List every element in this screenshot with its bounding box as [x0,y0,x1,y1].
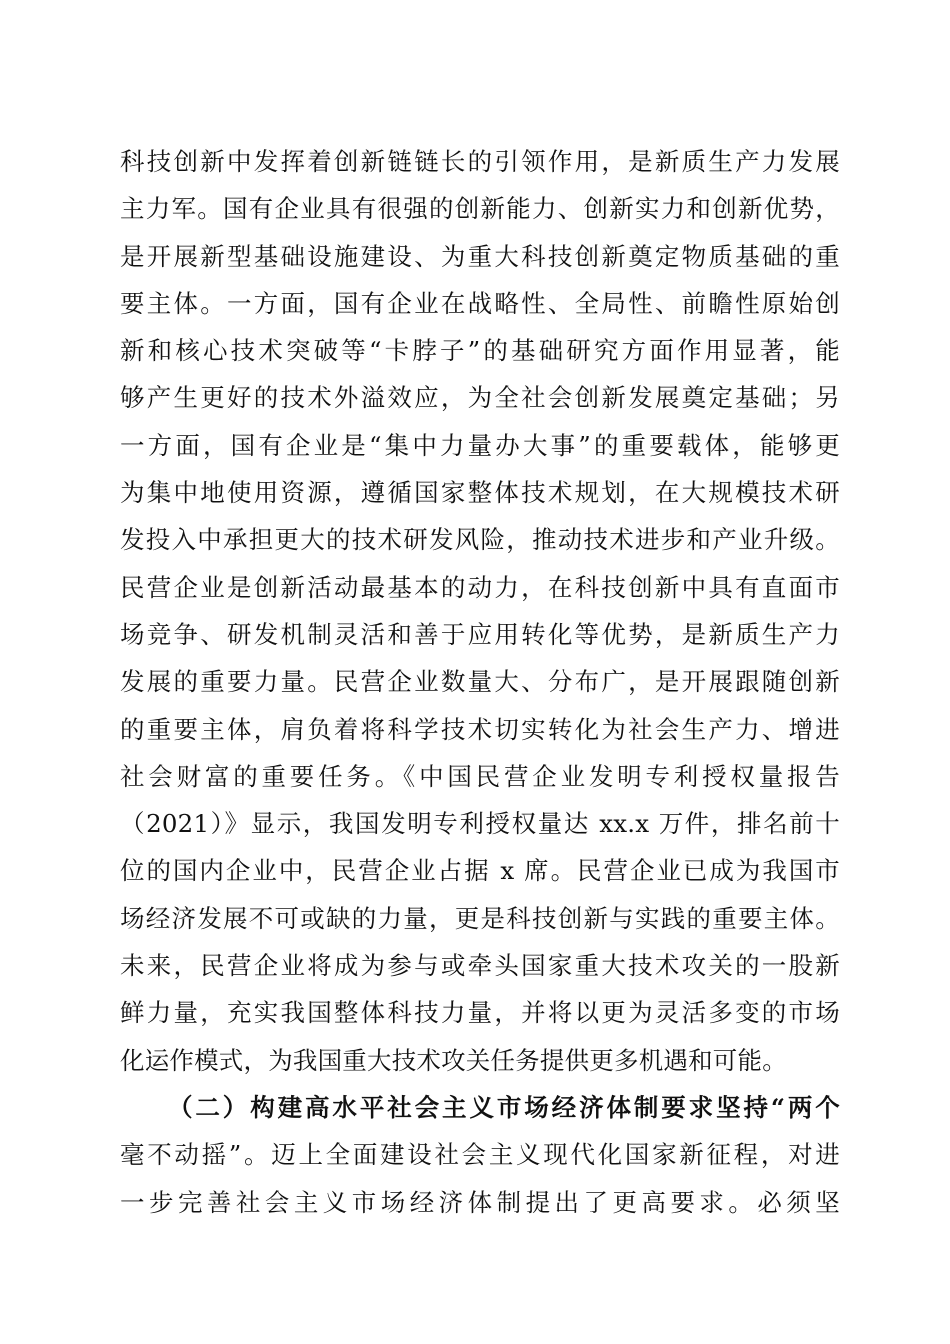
text-line: 是开展新型基础设施建设、为重大科技创新奠定物质基础的重 [120,241,840,271]
text-line: （2021）》显示，我国发明专利授权量达 xx.x 万件，排名前十 [120,809,840,839]
body-text [120,138,840,1226]
text-line: 发投入中承担更大的技术研发风险，推动技术进步和产业升级。 [120,525,840,555]
text-line: 位的国内企业中，民营企业占据 x 席。民营企业已成为我国市 [120,856,840,886]
text-line: 要主体。一方面，国有企业在战略性、全局性、前瞻性原始创 [120,288,840,318]
text-line: 够产生更好的技术外溢效应，为全社会创新发展奠定基础；另 [120,383,840,413]
text-line: 未来，民营企业将成为参与或牵头国家重大技术攻关的一股新 [120,951,840,981]
text-line: 社会财富的重要任务。《中国民营企业发明专利授权量报告 [120,761,840,791]
text-line: 的重要主体，肩负着将科学技术切实转化为社会生产力、增进 [120,714,840,744]
text-line: 为集中地使用资源，遵循国家整体技术规划，在大规模技术研 [120,478,840,508]
section-text-line: 一步完善社会主义市场经济体制提出了更高要求。必须坚 [120,1187,840,1217]
section-heading: （二）构建高水平社会主义市场经济体制要求坚持“两个 [168,1092,840,1122]
text-line: 主力军。国有企业具有很强的创新能力、创新实力和创新优势， [120,194,840,224]
text-line: 一方面，国有企业是“集中力量办大事”的重要载体，能够更 [120,430,840,460]
text-line: 鲜力量，充实我国整体科技力量，并将以更为灵活多变的市场 [120,998,840,1028]
text-line: 化运作模式，为我国重大技术攻关任务提供更多机遇和可能。 [120,1045,787,1075]
text-line: 场经济发展不可或缺的力量，更是科技创新与实践的重要主体。 [120,903,840,933]
text-line: 科技创新中发挥着创新链链长的引领作用，是新质生产力发展 [120,147,840,176]
text-line: 发展的重要力量。民营企业数量大、分布广，是开展跟随创新 [120,667,840,697]
text-line: 场竞争、研发机制灵活和善于应用转化等优势，是新质生产力 [120,619,840,649]
section-heading-line [120,1084,840,1131]
section-text-line: 毫不动摇”。迈上全面建设社会主义现代化国家新征程，对进 [120,1140,840,1170]
text-line: 新和核心技术突破等“卡脖子”的基础研究方面作用显著，能 [120,336,840,366]
text-line: 民营企业是创新活动最基本的动力，在科技创新中具有直面市 [120,572,840,602]
